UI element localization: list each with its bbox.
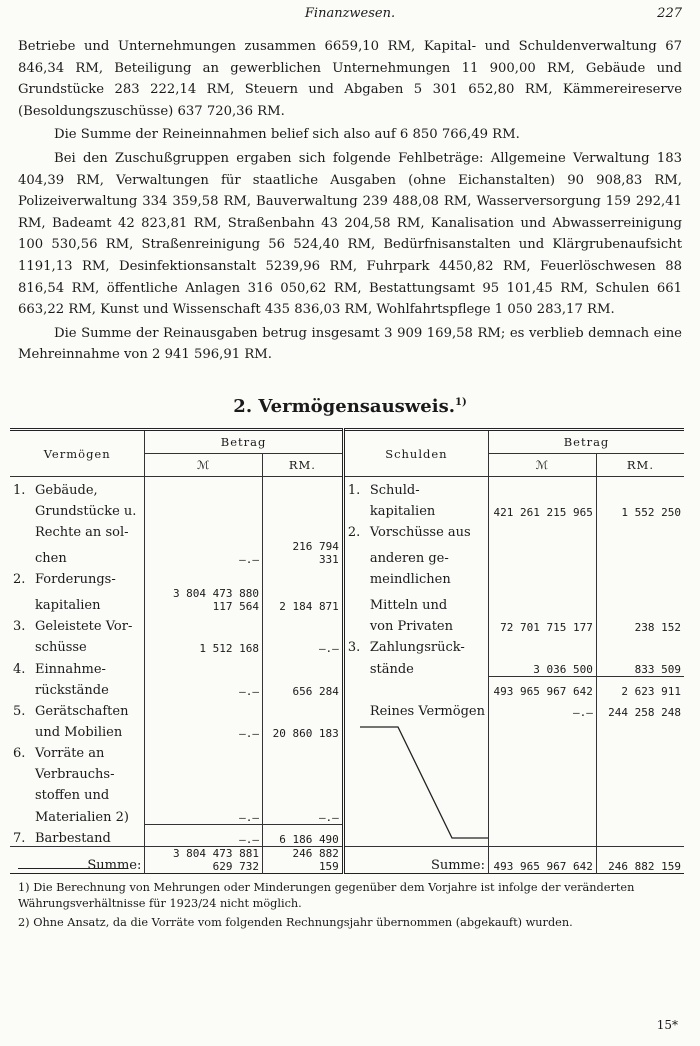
amount-mark: —.— bbox=[239, 727, 260, 740]
table-row bbox=[10, 677, 684, 699]
table-row bbox=[10, 477, 684, 499]
right-mark-cell bbox=[488, 782, 596, 803]
amount-mark: 72 701 715 177 bbox=[500, 621, 593, 634]
table-row bbox=[10, 740, 684, 761]
table-row bbox=[10, 634, 684, 655]
item-number: 1. bbox=[13, 483, 26, 498]
left-mark-cell bbox=[145, 634, 263, 655]
left-sum-rm: 246 882 159 bbox=[263, 847, 344, 874]
footnote-rule bbox=[18, 868, 128, 869]
item-label: meindlichen bbox=[369, 572, 451, 587]
left-label-cell bbox=[10, 677, 145, 699]
left-mark-cell bbox=[145, 719, 263, 740]
right-rm-cell bbox=[596, 587, 684, 613]
table-row bbox=[10, 655, 684, 677]
assets-liabilities-table bbox=[10, 428, 684, 874]
right-mark-cell bbox=[488, 740, 596, 761]
left-rm-cell bbox=[263, 566, 344, 587]
right-rm-cell bbox=[596, 761, 684, 782]
amount-rm: —.— bbox=[318, 642, 339, 655]
left-mark-cell bbox=[145, 677, 263, 699]
right-rm-cell bbox=[596, 719, 684, 740]
running-title: Finanzwesen. bbox=[304, 6, 396, 21]
section-note-ref: 1) bbox=[454, 397, 467, 408]
printer-signature: 15* bbox=[656, 1018, 678, 1032]
left-mark-cell bbox=[145, 587, 263, 613]
table-row bbox=[10, 498, 684, 519]
right-mark-cell bbox=[488, 540, 596, 566]
left-rm-cell bbox=[263, 587, 344, 613]
right-sum-label: Summe: bbox=[343, 847, 488, 874]
item-number: 3. bbox=[347, 640, 361, 655]
left-mark-cell bbox=[145, 540, 263, 566]
table-row bbox=[10, 698, 684, 719]
right-label-cell bbox=[343, 677, 488, 699]
left-label-cell bbox=[10, 698, 145, 719]
right-mark-cell bbox=[488, 634, 596, 655]
left-mark-cell bbox=[145, 782, 263, 803]
item-number: 2. bbox=[13, 572, 26, 587]
table-row bbox=[10, 782, 684, 803]
item-label: Gerätschaften bbox=[35, 704, 129, 719]
item-label: stoffen und bbox=[35, 788, 110, 803]
item-label: stände bbox=[369, 661, 414, 677]
left-label-cell bbox=[10, 655, 145, 677]
left-rm-cell bbox=[263, 477, 344, 499]
left-label-cell bbox=[10, 540, 145, 566]
right-mark-cell bbox=[488, 566, 596, 587]
left-rm-cell bbox=[263, 519, 344, 540]
right-rm-cell bbox=[596, 519, 684, 540]
item-label: rückstände bbox=[35, 683, 109, 698]
right-mark-cell bbox=[488, 477, 596, 499]
right-mark-cell bbox=[488, 803, 596, 825]
left-mark-cell bbox=[145, 761, 263, 782]
running-head bbox=[0, 4, 700, 24]
right-rm-cell bbox=[596, 803, 684, 825]
item-number: 7. bbox=[13, 831, 26, 846]
left-rm-cell bbox=[263, 540, 344, 566]
right-mark-cell bbox=[488, 519, 596, 540]
amount-mark: 3 804 473 880 117 564 bbox=[172, 587, 260, 613]
amount-mark: 421 261 215 965 bbox=[493, 506, 593, 519]
item-number: 6. bbox=[13, 746, 26, 761]
amount-mark: —.— bbox=[239, 833, 260, 846]
left-label-cell bbox=[10, 498, 145, 519]
item-label: anderen ge- bbox=[369, 551, 449, 566]
right-rm-cell bbox=[596, 782, 684, 803]
right-label-cell bbox=[343, 803, 488, 825]
paragraph-1: Betriebe und Unternehmungen zusammen 6659,10 RM, Kapital- und Schuldenverwaltung 67 846,34 RM, Beteiligung an gewerblichen Unternehmungen 11 900,00 RM, Gebäude und Grundstücke 283 222,14 RM, Steuern und Abgaben 5 301 652,80 RM, Kämmereireserve (Besoldungszuschüsse) 637 720,36 RM. bbox=[18, 39, 682, 119]
right-label-cell bbox=[343, 655, 488, 677]
item-label: Vorschüsse aus bbox=[369, 525, 471, 540]
right-rm-cell bbox=[596, 655, 684, 677]
right-label-cell bbox=[343, 782, 488, 803]
table-row bbox=[10, 761, 684, 782]
amount-mark: —.— bbox=[239, 553, 260, 566]
right-rm-cell bbox=[596, 740, 684, 761]
amount-rm: 833 509 bbox=[634, 663, 681, 676]
body-text bbox=[18, 36, 682, 368]
right-label-cell bbox=[343, 761, 488, 782]
item-number: 4. bbox=[13, 661, 26, 677]
right-rm-cell bbox=[596, 634, 684, 655]
left-label-cell bbox=[10, 477, 145, 499]
left-rm-cell bbox=[263, 803, 344, 825]
left-mark-cell bbox=[145, 477, 263, 499]
page-number: 227 bbox=[657, 6, 682, 21]
right-mark-cell bbox=[488, 498, 596, 519]
table-row bbox=[10, 719, 684, 740]
left-rm-cell bbox=[263, 719, 344, 740]
right-label-cell bbox=[343, 613, 488, 634]
header-liabilities: Schulden bbox=[343, 430, 488, 477]
right-mark-cell bbox=[488, 825, 596, 847]
item-label: Einnahme- bbox=[35, 661, 106, 677]
item-label: Materialien 2) bbox=[35, 809, 129, 825]
table-row bbox=[10, 566, 684, 587]
right-label-cell bbox=[343, 498, 488, 519]
item-label: Zahlungsrück- bbox=[369, 640, 465, 655]
section-title-text: 2. Vermögensausweis. bbox=[233, 396, 455, 417]
left-mark-cell bbox=[145, 613, 263, 634]
left-mark-cell bbox=[145, 498, 263, 519]
right-label-cell bbox=[343, 634, 488, 655]
amount-rm: 656 284 bbox=[292, 685, 339, 698]
left-rm-cell bbox=[263, 677, 344, 699]
item-label: Geleistete Vor- bbox=[35, 619, 133, 634]
right-sum-rm: 246 882 159 bbox=[596, 847, 684, 874]
item-label: Schuld- bbox=[369, 483, 420, 498]
left-rm-cell bbox=[263, 655, 344, 677]
item-label: Forderungs- bbox=[35, 572, 116, 587]
amount-rm: 2 623 911 bbox=[621, 685, 681, 698]
right-label-cell bbox=[343, 740, 488, 761]
left-label-cell bbox=[10, 719, 145, 740]
right-rm-cell bbox=[596, 613, 684, 634]
item-label: Mitteln und bbox=[369, 598, 448, 613]
right-mark-cell bbox=[488, 677, 596, 699]
left-mark-cell bbox=[145, 825, 263, 847]
left-rm-cell bbox=[263, 825, 344, 847]
amount-mark: 3 036 500 bbox=[533, 663, 593, 676]
footnote-2: 2) Ohne Ansatz, da die Vorräte vom folgenden Rechnungsjahr übernommen (abgekauft) wurden. bbox=[18, 916, 573, 929]
right-label-cell bbox=[343, 519, 488, 540]
amount-mark: 1 512 168 bbox=[199, 642, 260, 655]
amount-mark: —.— bbox=[239, 685, 260, 698]
left-rm-cell bbox=[263, 782, 344, 803]
left-rm-cell bbox=[263, 498, 344, 519]
amount-rm: 244 258 248 bbox=[608, 706, 681, 719]
right-rm-cell bbox=[596, 540, 684, 566]
right-mark-cell bbox=[488, 698, 596, 719]
paragraph-2: Die Summe der Reineinnahmen belief sich also auf 6 850 766,49 RM. bbox=[54, 127, 520, 143]
right-rm-cell bbox=[596, 698, 684, 719]
item-label: und Mobilien bbox=[35, 725, 123, 740]
item-label: von Privaten bbox=[369, 619, 453, 634]
left-sum-label: Summe: bbox=[10, 847, 145, 874]
right-label-cell bbox=[343, 477, 488, 499]
item-label: Gebäude, bbox=[35, 483, 98, 498]
header-mark-left: ℳ bbox=[145, 454, 263, 477]
left-label-cell bbox=[10, 740, 145, 761]
left-mark-cell bbox=[145, 655, 263, 677]
header-rm-left: RM. bbox=[263, 454, 344, 477]
item-label: Verbrauchs- bbox=[35, 767, 115, 782]
left-label-cell bbox=[10, 566, 145, 587]
item-label: chen bbox=[35, 551, 67, 566]
paragraph-4: Die Summe der Reinausgaben betrug insgesamt 3 909 169,58 RM; es verblieb demnach eine Mehreinnahme von 2 941 596,91 RM. bbox=[18, 325, 682, 363]
left-label-cell bbox=[10, 613, 145, 634]
amount-rm: 6 186 490 bbox=[279, 833, 339, 846]
amount-rm: —.— bbox=[318, 811, 339, 824]
right-rm-cell bbox=[596, 498, 684, 519]
amount-rm: 20 860 183 bbox=[272, 727, 339, 740]
right-rm-cell bbox=[596, 825, 684, 847]
left-rm-cell bbox=[263, 761, 344, 782]
right-sum-mark: 493 965 967 642 bbox=[488, 847, 596, 874]
header-amount-left: Betrag bbox=[145, 430, 343, 454]
left-mark-cell bbox=[145, 740, 263, 761]
amount-rm: 1 552 250 bbox=[621, 506, 681, 519]
item-label: kapitalien bbox=[35, 598, 101, 613]
left-rm-cell bbox=[263, 634, 344, 655]
right-label-cell bbox=[343, 587, 488, 613]
left-mark-cell bbox=[145, 519, 263, 540]
sum-row bbox=[10, 847, 684, 874]
amount-rm: 238 152 bbox=[634, 621, 681, 634]
left-label-cell bbox=[10, 761, 145, 782]
header-mark-right: ℳ bbox=[488, 454, 596, 477]
left-rm-cell bbox=[263, 698, 344, 719]
right-rm-cell bbox=[596, 566, 684, 587]
amount-rm: 2 184 871 bbox=[279, 600, 339, 613]
left-mark-cell bbox=[145, 803, 263, 825]
right-label-cell bbox=[343, 698, 488, 719]
right-mark-cell bbox=[488, 613, 596, 634]
left-mark-cell bbox=[145, 698, 263, 719]
left-rm-cell bbox=[263, 740, 344, 761]
item-number: 5. bbox=[13, 704, 26, 719]
right-label-cell bbox=[343, 719, 488, 740]
right-mark-cell bbox=[488, 587, 596, 613]
table-row bbox=[10, 540, 684, 566]
header-assets: Vermögen bbox=[10, 430, 145, 477]
item-label: Rechte an sol- bbox=[35, 525, 129, 540]
left-label-cell bbox=[10, 782, 145, 803]
table-row bbox=[10, 825, 684, 847]
left-label-cell bbox=[10, 519, 145, 540]
left-label-cell bbox=[10, 803, 145, 825]
right-mark-cell bbox=[488, 655, 596, 677]
item-label: Reines Vermögen bbox=[369, 704, 485, 719]
table-row bbox=[10, 803, 684, 825]
right-label-cell bbox=[343, 540, 488, 566]
table-row bbox=[10, 519, 684, 540]
left-sum-mark: 3 804 473 881 629 732 bbox=[145, 847, 263, 874]
amount-rm: 216 794 331 bbox=[292, 540, 339, 566]
item-label: kapitalien bbox=[369, 504, 436, 519]
item-label: Grundstücke u. bbox=[35, 504, 137, 519]
amount-mark: —.— bbox=[239, 811, 260, 824]
item-number: 3. bbox=[13, 619, 26, 634]
header-amount-right: Betrag bbox=[488, 430, 684, 454]
footnote-1: 1) Die Berechnung von Mehrungen oder Minderungen gegenüber dem Vorjahre ist infolge der veränderten Währungsverhältnisse für 1923/24 nicht möglich. bbox=[18, 881, 635, 910]
left-rm-cell bbox=[263, 613, 344, 634]
right-mark-cell bbox=[488, 719, 596, 740]
left-label-cell bbox=[10, 634, 145, 655]
item-label: Vorräte an bbox=[35, 746, 105, 761]
footnotes bbox=[18, 880, 682, 934]
left-label-cell bbox=[10, 587, 145, 613]
right-label-cell bbox=[343, 825, 488, 847]
section-title bbox=[0, 396, 700, 417]
item-label: schüsse bbox=[35, 640, 87, 655]
paragraph-3: Bei den Zuschußgruppen ergaben sich folgende Fehlbeträge: Allgemeine Verwaltung 183 404,39 RM, Verwaltungen für staatliche Ausgaben (ohne Eichanstalten) 90 908,83 RM, Polizeiverwaltung 334 359,58 RM, Bauverwaltung 239 488,08 RM, Wasserversorgung 159 292,41 RM, Badeamt 42 823,81 RM, Straßenbahn 43 204,58 RM, Kanalisation und Abwasserreinigung 100 530,56 RM, Straßenreinigung 56 524,40 RM, Bedürfnisanstalten und Klärgrubenaufsicht 1191,13 RM, Desinfektionsanstalt 5239,96 RM, Fuhrpark 4450,82 RM, Feuerlöschwesen 88 816,54 RM, öffentliche Anlagen 316 050,62 RM, Bestattungsamt 95 101,45 RM, Schulen 661 663,22 RM, Kunst und Wissenschaft 435 836,03 RM, Wohlfahrtspflege 1 050 283,17 RM. bbox=[18, 150, 682, 318]
amount-mark: —.— bbox=[573, 706, 593, 719]
right-rm-cell bbox=[596, 477, 684, 499]
item-number: 1. bbox=[347, 483, 361, 498]
table-row bbox=[10, 613, 684, 634]
right-rm-cell bbox=[596, 677, 684, 699]
table-row bbox=[10, 587, 684, 613]
right-label-cell bbox=[343, 566, 488, 587]
left-label-cell bbox=[10, 825, 145, 847]
right-mark-cell bbox=[488, 761, 596, 782]
item-number: 2. bbox=[347, 525, 361, 540]
header-rm-right: RM. bbox=[596, 454, 684, 477]
amount-mark: 493 965 967 642 bbox=[493, 685, 593, 698]
item-label: Barbestand bbox=[35, 831, 111, 846]
left-mark-cell bbox=[145, 566, 263, 587]
